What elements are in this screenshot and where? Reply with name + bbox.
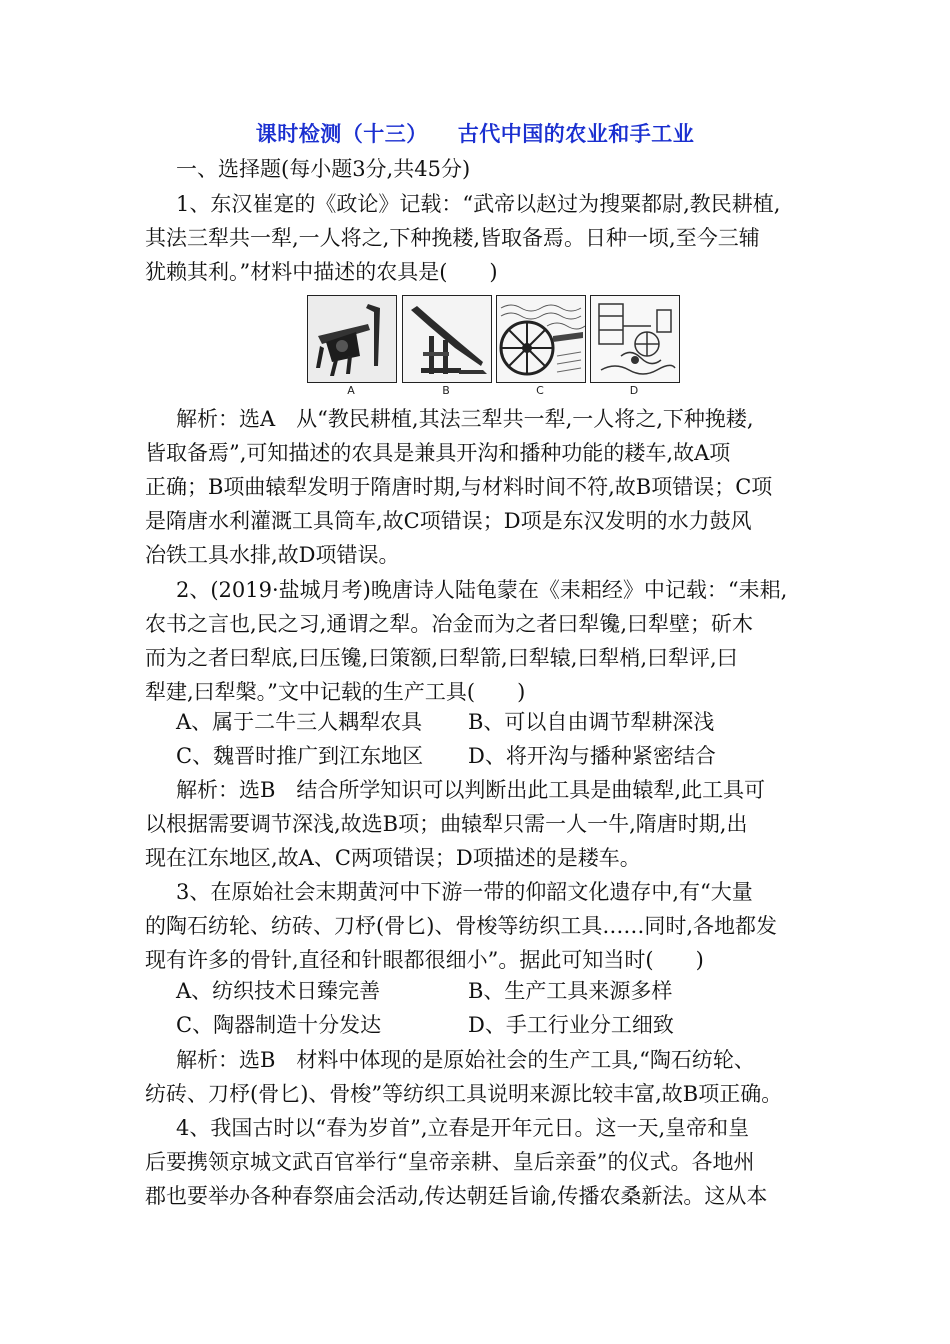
q2-analysis-line-2: 以根据需要调节深浅,故选B项；曲辕犁只需一人一牛,隋唐时期,出 xyxy=(145,812,748,836)
q2-line-2: 农书之言也,民之习,通谓之犁。冶金而为之者曰犁镵,曰犁壁；斫木 xyxy=(145,612,754,636)
figure-label-c: C xyxy=(536,384,544,397)
page-title xyxy=(0,118,950,148)
q2-option-c: C、魏晋时推广到江东地区 xyxy=(176,744,424,768)
q3-option-a: A、纺织技术日臻完善 xyxy=(176,979,381,1003)
q1-line-2: 其法三犁共一犁,一人将之,下种挽耧,皆取备焉。日种一顷,至今三辅 xyxy=(145,226,760,250)
figure-label-d: D xyxy=(629,384,639,397)
q2-line-3: 而为之者曰犁底,曰压镵,曰策额,曰犁箭,曰犁辕,曰犁梢,曰犁评,曰 xyxy=(145,646,738,670)
q3-line-3: 现有许多的骨针,直径和针眼都很细小”。据此可知当时( ) xyxy=(145,948,704,972)
q3-line-1: 3、在原始社会末期黄河中下游一带的仰韶文化遗存中,有“大量 xyxy=(176,880,753,904)
q2-option-d: D、将开沟与播种紧密结合 xyxy=(468,744,716,768)
title-part1: 课时检测（十三） xyxy=(255,121,428,146)
q1-analysis-line-2: 皆取备焉”,可知描述的农具是兼具开沟和播种功能的耧车,故A项 xyxy=(145,441,731,465)
figure-b-curved-plow-image xyxy=(402,295,492,383)
farm-tool-figures xyxy=(307,295,679,400)
q4-line-3: 郡也要举办各种春祭庙会活动,传达朝廷旨谕,传播农桑新法。这从本 xyxy=(145,1184,768,1208)
q3-option-c: C、陶器制造十分发达 xyxy=(176,1013,382,1037)
q1-analysis-line-3: 正确；B项曲辕犁发明于隋唐时期,与材料时间不符,故B项错误；C项 xyxy=(145,475,773,499)
q3-line-2: 的陶石纺轮、纺砖、刀杼(骨匕)、骨梭等纺织工具……同时,各地都发 xyxy=(145,914,778,938)
figure-label-a: A xyxy=(347,384,355,397)
q3-analysis-line-1: 解析：选B 材料中体现的是原始社会的生产工具,“陶石纺轮、 xyxy=(176,1048,755,1072)
q2-analysis-line-1: 解析：选B 结合所学知识可以判断出此工具是曲辕犁,此工具可 xyxy=(176,778,766,802)
q1-analysis-line-5: 冶铁工具水排,故D项错误。 xyxy=(145,543,400,567)
title-part2: 古代中国的农业和手工业 xyxy=(457,121,695,146)
q2-options-row-1 xyxy=(176,705,714,739)
q4-line-2: 后要携领京城文武百官举行“皇帝亲耕、皇后亲蚕”的仪式。各地州 xyxy=(145,1150,755,1174)
figure-label-b: B xyxy=(442,384,450,397)
q2-option-b: B、可以自由调节犁耕深浅 xyxy=(468,710,715,734)
q3-option-d: D、手工行业分工细致 xyxy=(468,1013,674,1037)
q2-line-4: 犁建,曰犁槃。”文中记载的生产工具( ) xyxy=(145,680,526,704)
q4-line-1: 4、我国古时以“春为岁首”,立春是开年元日。这一天,皇帝和皇 xyxy=(176,1116,750,1140)
q3-analysis-line-2: 纺砖、刀杼(骨匕)、骨梭”等纺织工具说明来源比较丰富,故B项正确。 xyxy=(145,1082,783,1106)
q2-option-a: A、属于二牛三人耦犁农具 xyxy=(176,710,423,734)
q3-options-row-2 xyxy=(176,1008,674,1042)
figure-c-tube-wheel-image xyxy=(496,295,586,383)
q1-line-1: 1、东汉崔寔的《政论》记载：“武帝以赵过为搜粟都尉,教民耕植, xyxy=(176,192,781,216)
q3-option-b: B、生产工具来源多样 xyxy=(468,979,673,1003)
figure-d-water-bellows-image xyxy=(590,295,680,383)
q1-line-3: 犹赖其利。”材料中描述的农具是( ) xyxy=(145,260,498,284)
figure-a-seed-drill-image xyxy=(307,295,397,383)
q3-options-row-1 xyxy=(176,974,672,1008)
q2-options-row-2 xyxy=(176,739,716,773)
q2-line-1: 2、(2019·盐城月考)晚唐诗人陆龟蒙在《耒耜经》中记载：“耒耜, xyxy=(176,578,788,602)
q1-analysis-line-1: 解析：选A 从“教民耕植,其法三犁共一犁,一人将之,下种挽耧, xyxy=(176,407,754,431)
q1-analysis-line-4: 是隋唐水利灌溉工具筒车,故C项错误；D项是东汉发明的水力鼓风 xyxy=(145,509,752,533)
q2-analysis-line-3: 现在江东地区,故A、C两项错误；D项描述的是耧车。 xyxy=(145,846,641,870)
section-header: 一、选择题(每小题3分,共45分) xyxy=(176,157,471,181)
